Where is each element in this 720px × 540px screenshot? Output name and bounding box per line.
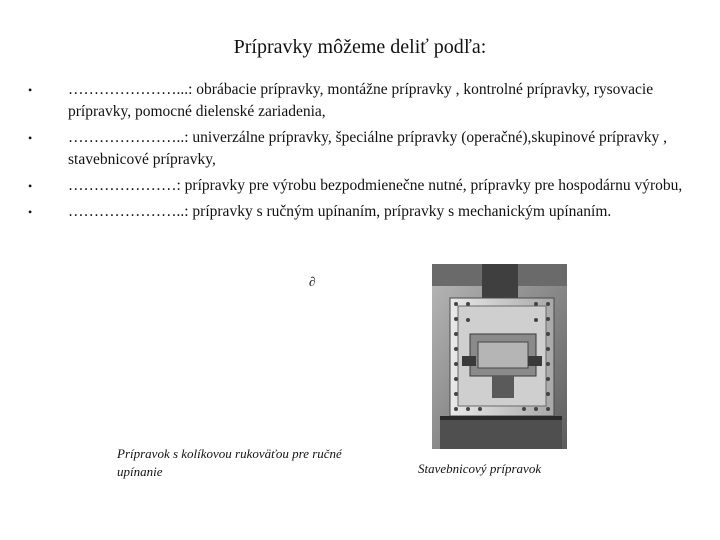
bullet-marker: • xyxy=(28,179,33,193)
list-item-text: …………………..: prípravky s ručným upínaním, prípravky s mechanickým upínaním. xyxy=(68,203,612,220)
caption-pin-handle-fixture: Prípravok s kolíkovou rukoväťou pre ručné upínanie xyxy=(117,446,342,479)
list-item-text: …………………: prípravky pre výrobu bezpodmienečne nutné, prípravky pre hospodárnu výrobu, xyxy=(68,177,683,194)
list-item-text: …………………...: obrábacie prípravky, montážne prípravky , kontrolné prípravky, rysovacie prípravky, pomocné dielenské zariadenia, xyxy=(68,81,654,120)
list-item xyxy=(28,127,698,171)
list-item xyxy=(28,201,698,223)
bullet-marker: • xyxy=(28,83,33,97)
bullet-marker: • xyxy=(28,205,33,219)
list-item xyxy=(28,79,698,123)
list-item-text: …………………..: univerzálne prípravky, špeciálne prípravky (operačné),skupinové prípravky , stavebnicové prípravky, xyxy=(68,129,668,168)
small-image-placeholder: ∂ xyxy=(309,274,316,289)
modular-fixture-photo xyxy=(432,264,567,449)
fixture-illustration xyxy=(432,264,567,449)
page-title: Prípravky môžeme deliť podľa: xyxy=(233,36,487,58)
caption-modular-fixture: Stavebnicový prípravok xyxy=(418,461,542,476)
bullet-marker: • xyxy=(28,131,33,145)
list-item xyxy=(28,175,698,197)
bullet-list xyxy=(28,79,698,227)
